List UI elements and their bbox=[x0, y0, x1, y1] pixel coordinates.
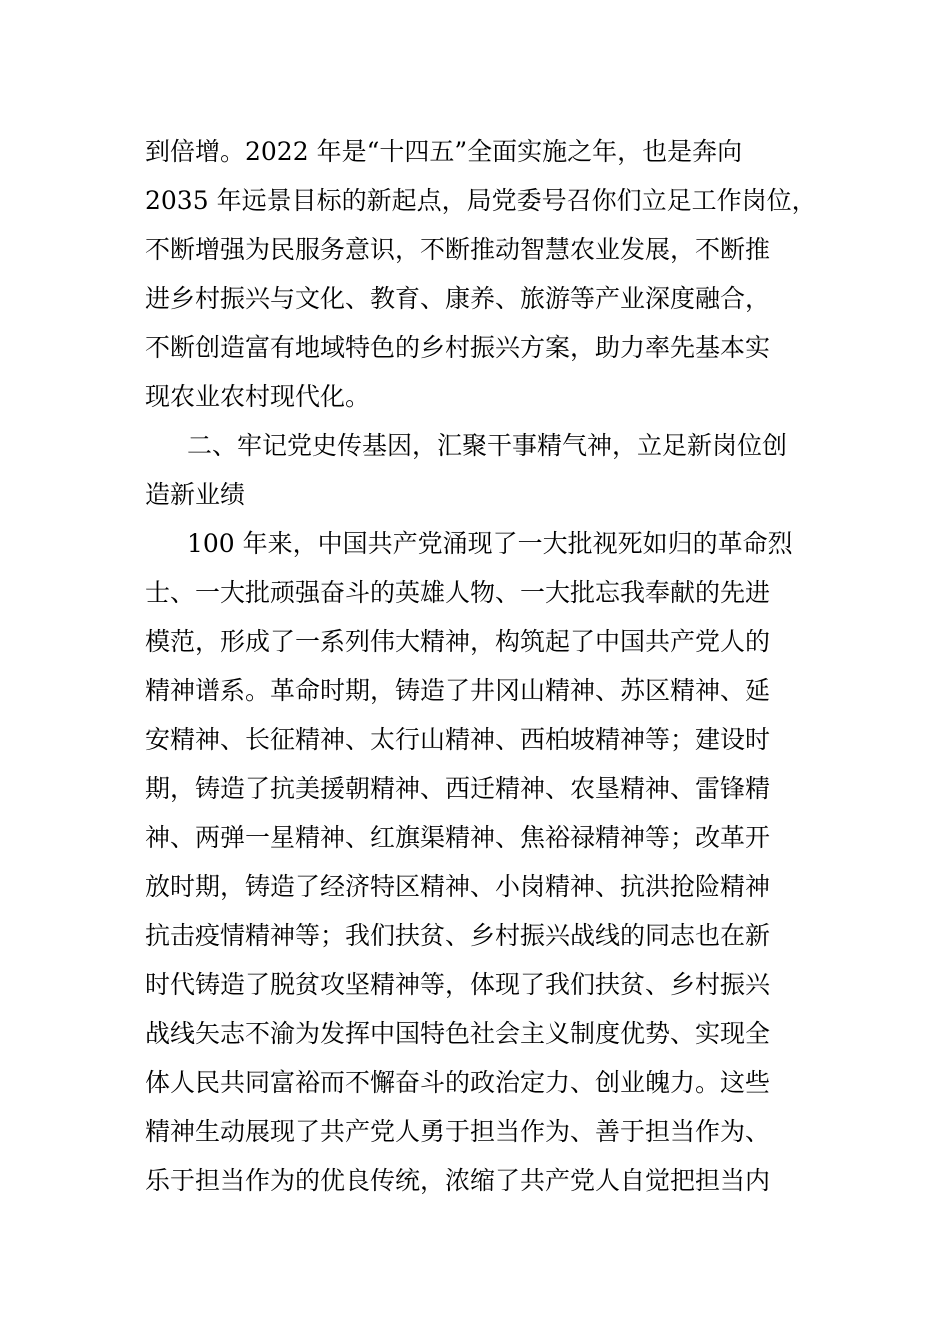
text-line-15: 神、两弹一星精神、红旗渠精神、焦裕禄精神等；改革开 bbox=[145, 823, 771, 852]
text-line-2: 2035 年远景目标的新起点，局党委号召你们立足工作岗位， bbox=[145, 186, 817, 215]
text-line-20: 体人民共同富裕而不懈奋斗的政治定力、创业魄力。这些 bbox=[145, 1068, 771, 1097]
text-line-18: 时代铸造了脱贫攻坚精神等，体现了我们扶贫、乡村振兴 bbox=[145, 970, 771, 999]
text-line-21: 精神生动展现了共产党人勇于担当作为、善于担当作为、 bbox=[145, 1117, 771, 1146]
text-line-19: 战线矢志不渝为发挥中国特色社会主义制度优势、实现全 bbox=[145, 1019, 771, 1048]
text-line-17: 抗击疫情精神等；我们扶贫、乡村振兴战线的同志也在新 bbox=[145, 921, 771, 950]
section-heading-line-1: 二、牢记党史传基因，汇聚干事精气神，立足新岗位创 bbox=[187, 431, 788, 460]
text-line-13: 安精神、长征精神、太行山精神、西柏坡精神等；建设时 bbox=[145, 725, 771, 754]
text-line-5: 不断创造富有地域特色的乡村振兴方案，助力率先基本实 bbox=[145, 333, 771, 362]
text-line-14: 期，铸造了抗美援朝精神、西迁精神、农垦精神、雷锋精 bbox=[145, 774, 771, 803]
text-line-12: 精神谱系。革命时期，铸造了井冈山精神、苏区精神、延 bbox=[145, 676, 771, 705]
text-line-6: 现农业农村现代化。 bbox=[145, 382, 371, 411]
section-heading-line-2: 造新业绩 bbox=[145, 480, 246, 509]
text-line-3: 不断增强为民服务意识，不断推动智慧农业发展，不断推 bbox=[145, 235, 771, 264]
text-line-22: 乐于担当作为的优良传统，浓缩了共产党人自觉把担当内 bbox=[145, 1166, 771, 1195]
text-line-9: 100 年来，中国共产党涌现了一大批视死如归的革命烈 bbox=[187, 529, 793, 558]
text-line-1: 到倍增。2022 年是“十四五”全面实施之年，也是奔向 bbox=[145, 137, 743, 166]
text-line-11: 模范，形成了一系列伟大精神，构筑起了中国共产党人的 bbox=[145, 627, 771, 656]
text-line-4: 进乡村振兴与文化、教育、康养、旅游等产业深度融合， bbox=[145, 284, 771, 313]
text-line-16: 放时期，铸造了经济特区精神、小岗精神、抗洪抢险精神 bbox=[145, 872, 771, 901]
text-line-10: 士、一大批顽强奋斗的英雄人物、一大批忘我奉献的先进 bbox=[145, 578, 771, 607]
